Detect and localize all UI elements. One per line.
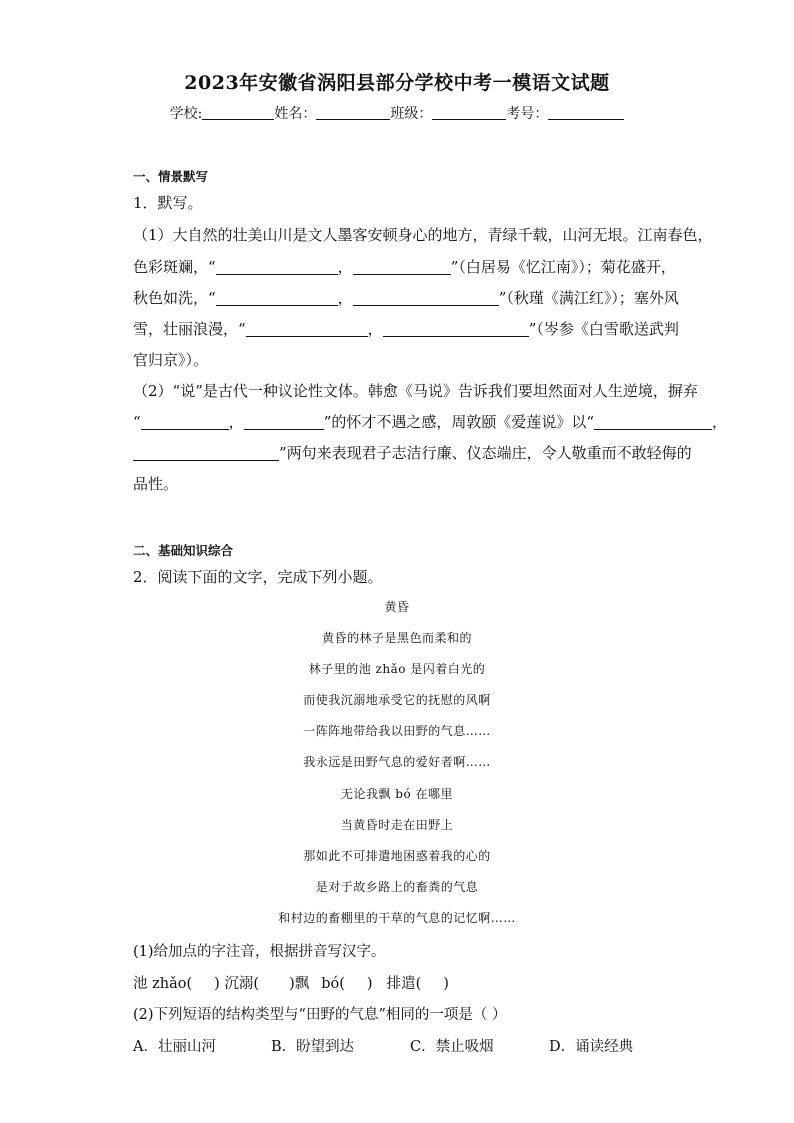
exam-number-label: 考号： [506, 106, 549, 122]
class-field[interactable] [432, 105, 506, 120]
class-label: 班级： [390, 106, 433, 122]
name-label: 姓名： [274, 106, 317, 122]
answer-blank[interactable] [353, 290, 499, 306]
poem-line: 无论我飘 bó 在哪里 [340, 787, 454, 801]
sub-question-2: (2)下列短语的结构类型与“田野的气息”相同的一项是（ ） [133, 1007, 507, 1023]
section-heading-1: 一、情景默写 [133, 169, 209, 184]
option-b[interactable]: B．盼望到达 [271, 1039, 355, 1055]
q1-part2-line3: ”两句来表现君子志洁行廉、仪态端庄，令人敬重而不敢轻侮的 [133, 442, 673, 463]
page-title: 2023年安徽省涡阳县部分学校中考一模语文试题 [184, 72, 610, 94]
answer-blank[interactable] [244, 414, 324, 430]
q1-part1-line5: 官归京》）。 [133, 351, 209, 369]
option-d[interactable]: D．诵读经典 [549, 1039, 634, 1055]
answer-blank[interactable] [383, 321, 529, 337]
section-heading-2: 二、基础知识综合 [133, 543, 234, 558]
q1-part2-line1: （2）“说”是古代一种议论性文体。韩愈《马说》告诉我们要坦然面对人生逆境，摒弃 [133, 382, 698, 400]
question-1-number: 1．默写。 [133, 194, 203, 212]
poem-line: 那如此不可排遣地困惑着我的心的 [303, 849, 491, 863]
school-label: 学校: [169, 106, 203, 122]
poem-line: 和村边的畜棚里的干草的气息的记忆啊…… [278, 911, 516, 925]
q1-part2-line2: “ ， ”的怀才不遇之感，周敦颐《爱莲说》以“ ， [133, 413, 728, 431]
poem-line: 我永远是田野气息的爱好者啊…… [303, 755, 491, 769]
poem-line: 黄昏的林子是黑色而柔和的 [321, 631, 472, 645]
school-field[interactable] [202, 105, 274, 120]
answer-blank[interactable] [594, 414, 712, 430]
answer-blank[interactable] [141, 414, 229, 430]
sub-question-1: (1)给加点的字注音，根据拼音写汉字。 [133, 944, 386, 960]
q1-part1-line4: 雪，壮丽浪漫，“ ， ”（岑参《白雪歌送武判 [133, 320, 679, 338]
answer-blank[interactable] [353, 259, 451, 275]
answer-blank[interactable] [133, 445, 279, 461]
poem-line: 一阵阵地带给我以田野的气息…… [303, 724, 491, 738]
q1-part1-line1: （1）大自然的壮美山川是文人墨客安顿身心的地方，青绿千载，山河无垠。江南春色， [133, 226, 713, 244]
q1-part1-line3: 秋色如洗，“ ， ”（秋瑾《满江红》）；塞外风 [133, 289, 679, 307]
option-a[interactable]: A．壮丽山河 [133, 1039, 216, 1055]
question-2-number: 2．阅读下面的文字，完成下列小题。 [133, 568, 383, 586]
name-field[interactable] [316, 105, 390, 120]
option-c[interactable]: C．禁止吸烟 [410, 1039, 494, 1055]
poem-line: 当黄昏时走在田野上 [340, 818, 454, 832]
poem-line: 而使我沉溺地承受它的抚慰的风啊 [303, 693, 491, 707]
poem-line: 林子里的池 zhǎo 是闪着白光的 [308, 662, 486, 676]
exam-number-field[interactable] [548, 105, 624, 120]
q1-part2-line4: 品性。 [133, 475, 179, 493]
answer-blank[interactable] [216, 259, 338, 275]
q1-part1-line2: 色彩斑斓，“ ， ”（白居易《忆江南》）；菊花盛开， [133, 258, 676, 276]
answer-blank[interactable] [246, 321, 368, 337]
student-info-row [0, 103, 794, 123]
answer-blank[interactable] [216, 290, 338, 306]
sub-question-1-items: 池 zhǎo( ) 沉溺( )飘 bó( ) 排遣( ) [133, 976, 449, 992]
poem-line: 是对于故乡路上的畜粪的气息 [315, 880, 479, 894]
poem-title: 黄昏 [384, 600, 410, 614]
